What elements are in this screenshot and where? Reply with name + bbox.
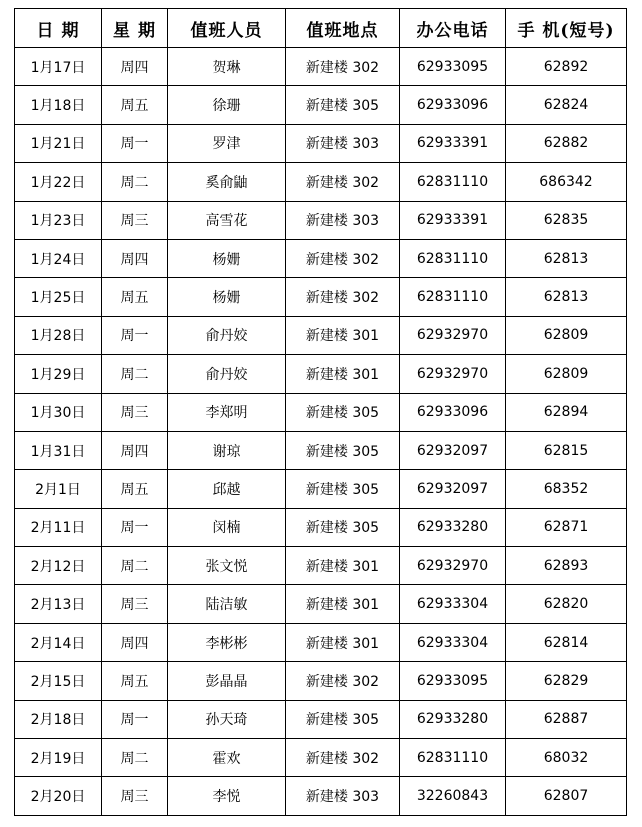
cell-location: 新建楼 302 [286,239,400,277]
cell-mobile: 62813 [506,278,627,316]
cell-location: 新建楼 302 [286,662,400,700]
cell-mobile: 62809 [506,316,627,354]
cell-mobile: 68032 [506,739,627,777]
cell-office-phone: 62933096 [400,393,506,431]
cell-location: 新建楼 301 [286,623,400,661]
table-row [15,700,627,738]
cell-date: 1月28日 [15,316,102,354]
cell-office-phone: 62932970 [400,355,506,393]
header-location: 值班地点 [286,9,400,48]
cell-mobile: 62871 [506,508,627,546]
header-office-phone: 办公电话 [400,9,506,48]
cell-staff: 彭晶晶 [168,662,286,700]
table-row [15,355,627,393]
table-row [15,470,627,508]
table-row [15,739,627,777]
cell-date: 1月31日 [15,431,102,469]
cell-staff: 杨姗 [168,278,286,316]
cell-date: 2月1日 [15,470,102,508]
cell-weekday: 周一 [102,700,168,738]
cell-mobile: 62893 [506,547,627,585]
cell-date: 1月17日 [15,48,102,86]
cell-mobile: 62887 [506,700,627,738]
cell-mobile: 62807 [506,777,627,815]
cell-office-phone: 62932970 [400,316,506,354]
cell-mobile: 686342 [506,163,627,201]
cell-location: 新建楼 303 [286,777,400,815]
cell-weekday: 周三 [102,777,168,815]
cell-location: 新建楼 301 [286,585,400,623]
cell-staff: 高雪花 [168,201,286,239]
table-row [15,777,627,815]
cell-staff: 徐珊 [168,86,286,124]
cell-office-phone: 62932097 [400,470,506,508]
cell-date: 2月15日 [15,662,102,700]
cell-mobile: 62882 [506,124,627,162]
cell-date: 2月20日 [15,777,102,815]
cell-weekday: 周一 [102,508,168,546]
cell-weekday: 周一 [102,124,168,162]
cell-weekday: 周三 [102,393,168,431]
table-row [15,508,627,546]
cell-location: 新建楼 305 [286,86,400,124]
cell-location: 新建楼 302 [286,48,400,86]
cell-date: 1月24日 [15,239,102,277]
cell-staff: 闵楠 [168,508,286,546]
cell-weekday: 周二 [102,163,168,201]
cell-mobile: 62835 [506,201,627,239]
cell-staff: 俞丹姣 [168,316,286,354]
cell-weekday: 周一 [102,316,168,354]
cell-weekday: 周四 [102,623,168,661]
cell-office-phone: 32260843 [400,777,506,815]
table-row [15,239,627,277]
cell-staff: 谢琼 [168,431,286,469]
cell-date: 2月12日 [15,547,102,585]
cell-location: 新建楼 301 [286,355,400,393]
cell-weekday: 周五 [102,470,168,508]
header-date: 日 期 [15,9,102,48]
cell-office-phone: 62831110 [400,163,506,201]
cell-weekday: 周五 [102,278,168,316]
cell-office-phone: 62933391 [400,201,506,239]
cell-location: 新建楼 305 [286,470,400,508]
cell-location: 新建楼 305 [286,508,400,546]
cell-date: 1月22日 [15,163,102,201]
header-weekday: 星 期 [102,9,168,48]
cell-staff: 杨姗 [168,239,286,277]
cell-mobile: 62820 [506,585,627,623]
cell-weekday: 周四 [102,431,168,469]
cell-date: 2月18日 [15,700,102,738]
cell-office-phone: 62933280 [400,508,506,546]
table-row [15,585,627,623]
table-row [15,86,627,124]
table-row [15,623,627,661]
cell-date: 1月21日 [15,124,102,162]
cell-staff: 张文悦 [168,547,286,585]
cell-office-phone: 62933095 [400,48,506,86]
cell-mobile: 62894 [506,393,627,431]
cell-office-phone: 62933304 [400,585,506,623]
cell-staff: 陆洁敏 [168,585,286,623]
cell-date: 1月18日 [15,86,102,124]
cell-mobile: 62809 [506,355,627,393]
cell-office-phone: 62933391 [400,124,506,162]
cell-location: 新建楼 305 [286,431,400,469]
cell-mobile: 62814 [506,623,627,661]
cell-weekday: 周五 [102,662,168,700]
cell-office-phone: 62933304 [400,623,506,661]
cell-mobile: 62815 [506,431,627,469]
cell-staff: 罗津 [168,124,286,162]
cell-staff: 奚俞鼬 [168,163,286,201]
cell-location: 新建楼 301 [286,316,400,354]
table-row [15,316,627,354]
table-row [15,431,627,469]
header-mobile: 手 机(短号) [506,9,627,48]
cell-location: 新建楼 301 [286,547,400,585]
cell-weekday: 周四 [102,239,168,277]
table-row [15,48,627,86]
cell-location: 新建楼 305 [286,393,400,431]
cell-weekday: 周五 [102,86,168,124]
cell-staff: 霍欢 [168,739,286,777]
cell-date: 2月19日 [15,739,102,777]
cell-mobile: 62824 [506,86,627,124]
cell-staff: 俞丹姣 [168,355,286,393]
cell-weekday: 周二 [102,355,168,393]
table-row [15,278,627,316]
cell-location: 新建楼 302 [286,278,400,316]
cell-staff: 邱越 [168,470,286,508]
cell-location: 新建楼 302 [286,163,400,201]
cell-staff: 孙天琦 [168,700,286,738]
cell-office-phone: 62932097 [400,431,506,469]
cell-location: 新建楼 305 [286,700,400,738]
cell-weekday: 周二 [102,739,168,777]
cell-date: 2月13日 [15,585,102,623]
cell-office-phone: 62831110 [400,239,506,277]
cell-weekday: 周四 [102,48,168,86]
cell-weekday: 周三 [102,201,168,239]
cell-office-phone: 62933280 [400,700,506,738]
cell-staff: 贺琳 [168,48,286,86]
header-staff: 值班人员 [168,9,286,48]
table-row [15,662,627,700]
table-row [15,547,627,585]
cell-staff: 李彬彬 [168,623,286,661]
cell-date: 1月25日 [15,278,102,316]
cell-office-phone: 62831110 [400,739,506,777]
cell-location: 新建楼 303 [286,124,400,162]
cell-location: 新建楼 303 [286,201,400,239]
table-row [15,201,627,239]
cell-office-phone: 62831110 [400,278,506,316]
cell-staff: 李悦 [168,777,286,815]
cell-mobile: 68352 [506,470,627,508]
header-row [15,9,627,48]
cell-staff: 李郑明 [168,393,286,431]
table-row [15,393,627,431]
cell-date: 2月11日 [15,508,102,546]
cell-date: 1月29日 [15,355,102,393]
cell-office-phone: 62933095 [400,662,506,700]
table-header [15,9,627,48]
table-row [15,163,627,201]
cell-mobile: 62829 [506,662,627,700]
cell-location: 新建楼 302 [286,739,400,777]
duty-roster-table [14,8,627,816]
cell-office-phone: 62933096 [400,86,506,124]
cell-weekday: 周二 [102,547,168,585]
cell-weekday: 周三 [102,585,168,623]
cell-date: 2月14日 [15,623,102,661]
cell-date: 1月30日 [15,393,102,431]
table-body [15,48,627,816]
cell-date: 1月23日 [15,201,102,239]
table-row [15,124,627,162]
cell-mobile: 62892 [506,48,627,86]
cell-office-phone: 62932970 [400,547,506,585]
cell-mobile: 62813 [506,239,627,277]
